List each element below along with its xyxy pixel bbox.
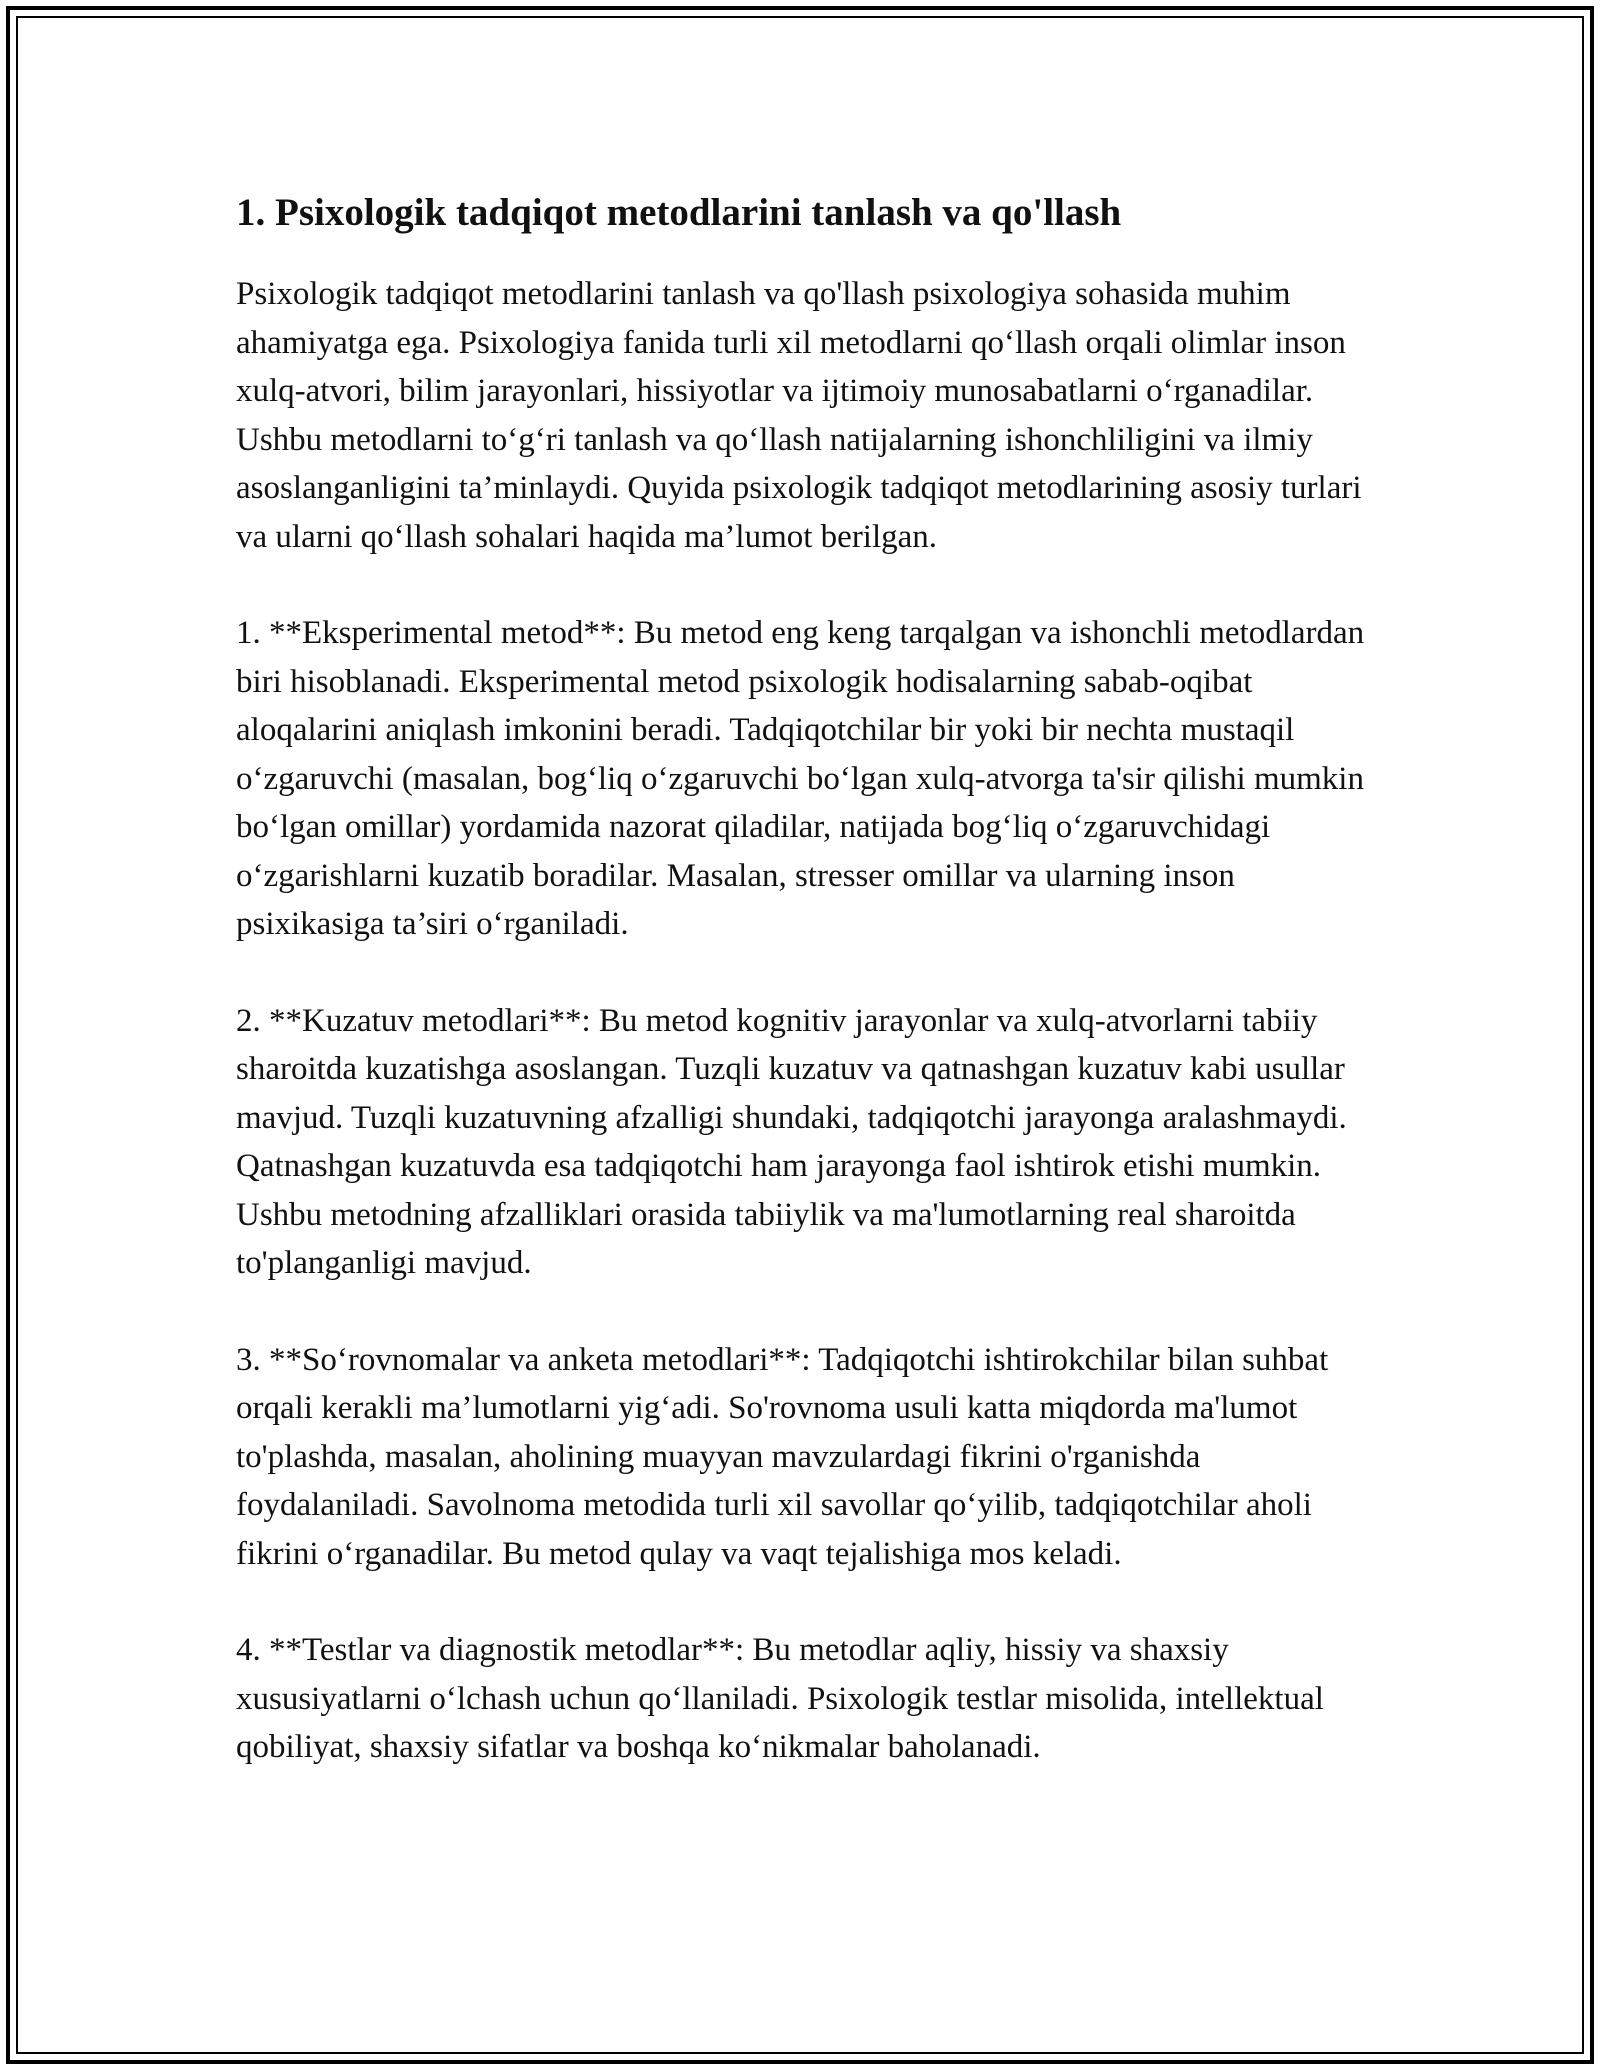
section-heading: 1. Psixologik tadqiqot metodlarini tanlash va qo'llash xyxy=(236,191,1122,234)
paragraph-test-methods: 4. **Testlar va diagnostik metodlar**: Bu metodlar aqliy, hissiy va shaxsiy xususiyatlarni o‘lchash uchun qo‘llaniladi. Psixologik testlar misolida, intellektual qobiliyat, shaxsiy sifatlar va boshqa ko‘nikmalar baholanadi. xyxy=(236,1632,1324,1765)
paragraph-survey-methods: 3. **So‘rovnomalar va anketa metodlari**: Tadqiqotchi ishtirokchilar bilan suhbat orqali kerakli ma’lumotlarni yig‘adi. So'rovnoma usuli katta miqdorda ma'lumot to'plashda, masalan, aholining muayyan mavzulardagi fikrini o'rganishda foydalaniladi. Savolnoma metodida turli xil savollar qo‘yilib, tadqiqotchilar aholi fikrini o‘rganadilar. Bu metod qulay va vaqt tejalishiga mos keladi. xyxy=(236,1341,1329,1572)
paragraph-observation-methods: 2. **Kuzatuv metodlari**: Bu metod kognitiv jarayonlar va xulq-atvorlarni tabiiy sharoitda kuzatishga asoslangan. Tuzqli kuzatuv va qatnashgan kuzatuv kabi usullar mavjud. Tuzqli kuzatuvning afzalligi shundaki, tadqiqotchi jarayonga aralashmaydi. Qatnashgan kuzatuvda esa tadqiqotchi ham jarayonga faol ishtirok etishi mumkin. Ushbu metodning afzalliklari orasida tabiiylik va ma'lumotlarning real sharoitda to'planganligi mavjud. xyxy=(236,1002,1347,1281)
document-content xyxy=(236,186,1376,1820)
intro-paragraph: Psixologik tadqiqot metodlarini tanlash va qo'llash psixologiya sohasida muhim ahamiyatga ega. Psixologiya fanida turli xil metodlarni qo‘llash orqali olimlar inson xulq-atvori, bilim jarayonlari, hissiyotlar va ijtimoiy munosabatlarni o‘rganadilar. Ushbu metodlarni to‘g‘ri tanlash va qo‘llash natijalarning ishonchliligini va ilmiy asoslanganligini ta’minlaydi. Quyida psixologik tadqiqot metodlarining asosiy turlari va ularni qo‘llash sohalari haqida ma’lumot berilgan. xyxy=(236,276,1362,555)
paragraph-experimental-method: 1. **Eksperimental metod**: Bu metod eng keng tarqalgan va ishonchli metodlardan biri hisoblanadi. Eksperimental metod psixologik hodisalarning sabab-oqibat aloqalarini aniqlash imkonini beradi. Tadqiqotchilar bir yoki bir nechta mustaqil o‘zgaruvchi (masalan, bog‘liq o‘zgaruvchi bo‘lgan xulq-atvorga ta'sir qilishi mumkin bo‘lgan omillar) yordamida nazorat qiladilar, natijada bog‘liq o‘zgaruvchidagi o‘zgarishlarni kuzatib boradilar. Masalan, stresser omillar va ularning inson psixikasiga ta’siri o‘rganiladi. xyxy=(236,615,1365,942)
